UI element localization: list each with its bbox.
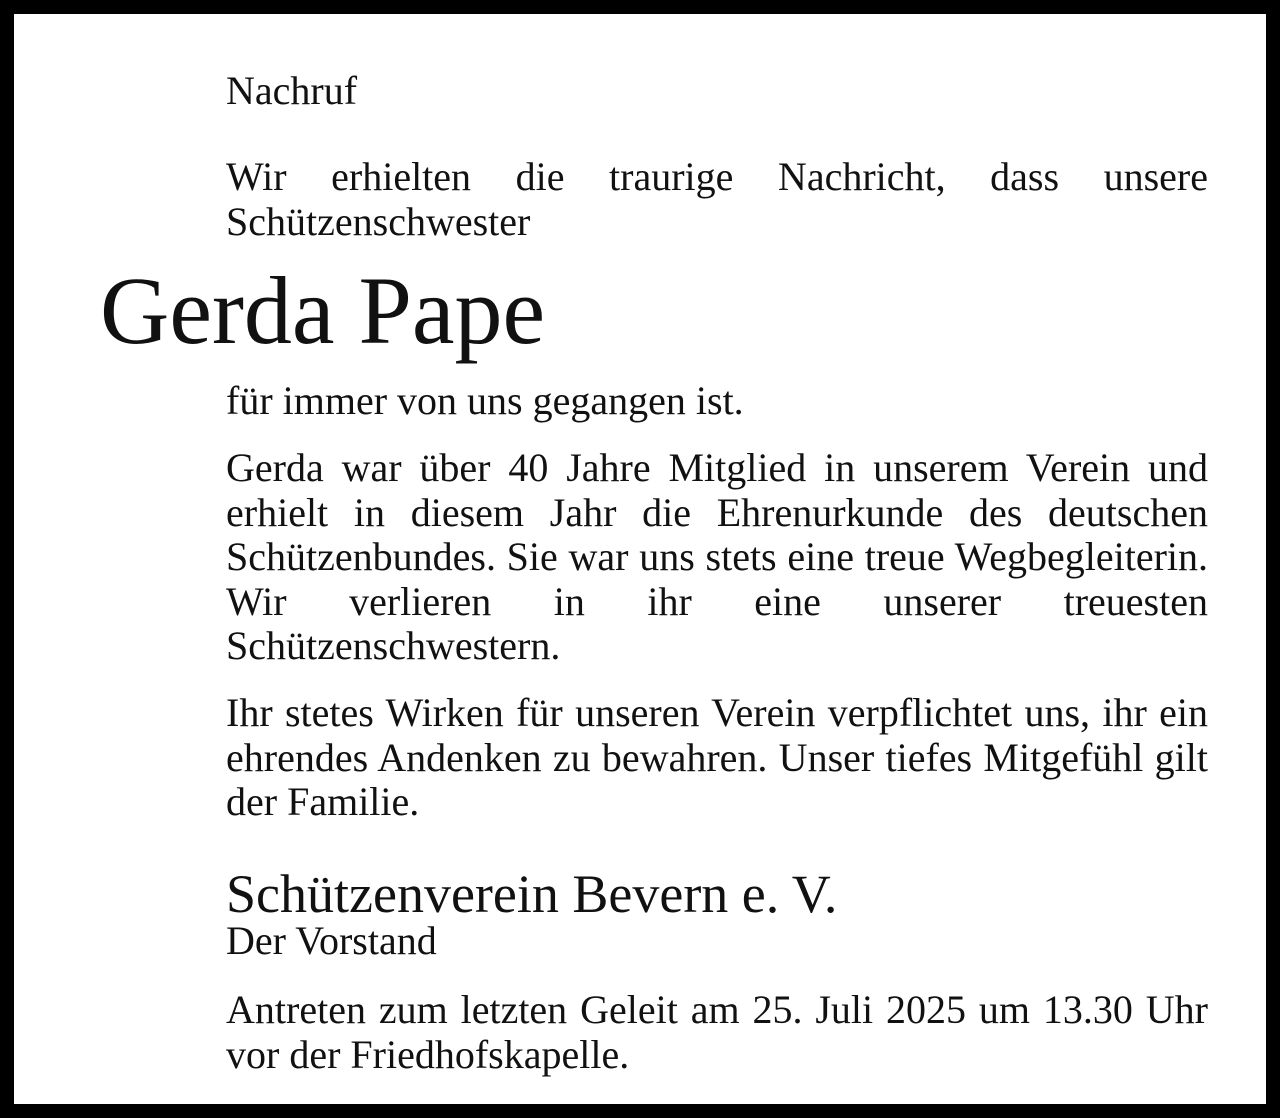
- membership-paragraph: Gerda war über 40 Jahre Mitglied in unserem Verein und erhielt in diesem Jahr die Ehrenurkunde des deutschen Schützenbundes. Sie war uns stets eine treue Wegbegleiterin. Wir verlieren in ihr eine unserer treuesten Schützenschwestern.: [226, 445, 1208, 668]
- passed-away-text: für immer von uns gegangen ist.: [226, 378, 744, 423]
- intro-text: Wir erhielten die traurige Nachricht, dass unsere Schützenschwester: [226, 154, 1208, 244]
- notice-heading: Nachruf: [226, 68, 358, 113]
- legacy-paragraph: Ihr stetes Wirken für unseren Verein verpflichtet uns, ihr ein ehrendes Andenken zu bewahren. Unser tiefes Mitgefühl gilt der Familie.: [226, 690, 1208, 824]
- funeral-details: Antreten zum letzten Geleit am 25. Juli 2025 um 13.30 Uhr vor der Friedhofskapelle.: [226, 987, 1208, 1077]
- club-name: Schützenverein Bevern e. V.: [226, 864, 838, 924]
- board-signature: Der Vorstand: [226, 918, 437, 963]
- deceased-name: Gerda Pape: [100, 257, 546, 364]
